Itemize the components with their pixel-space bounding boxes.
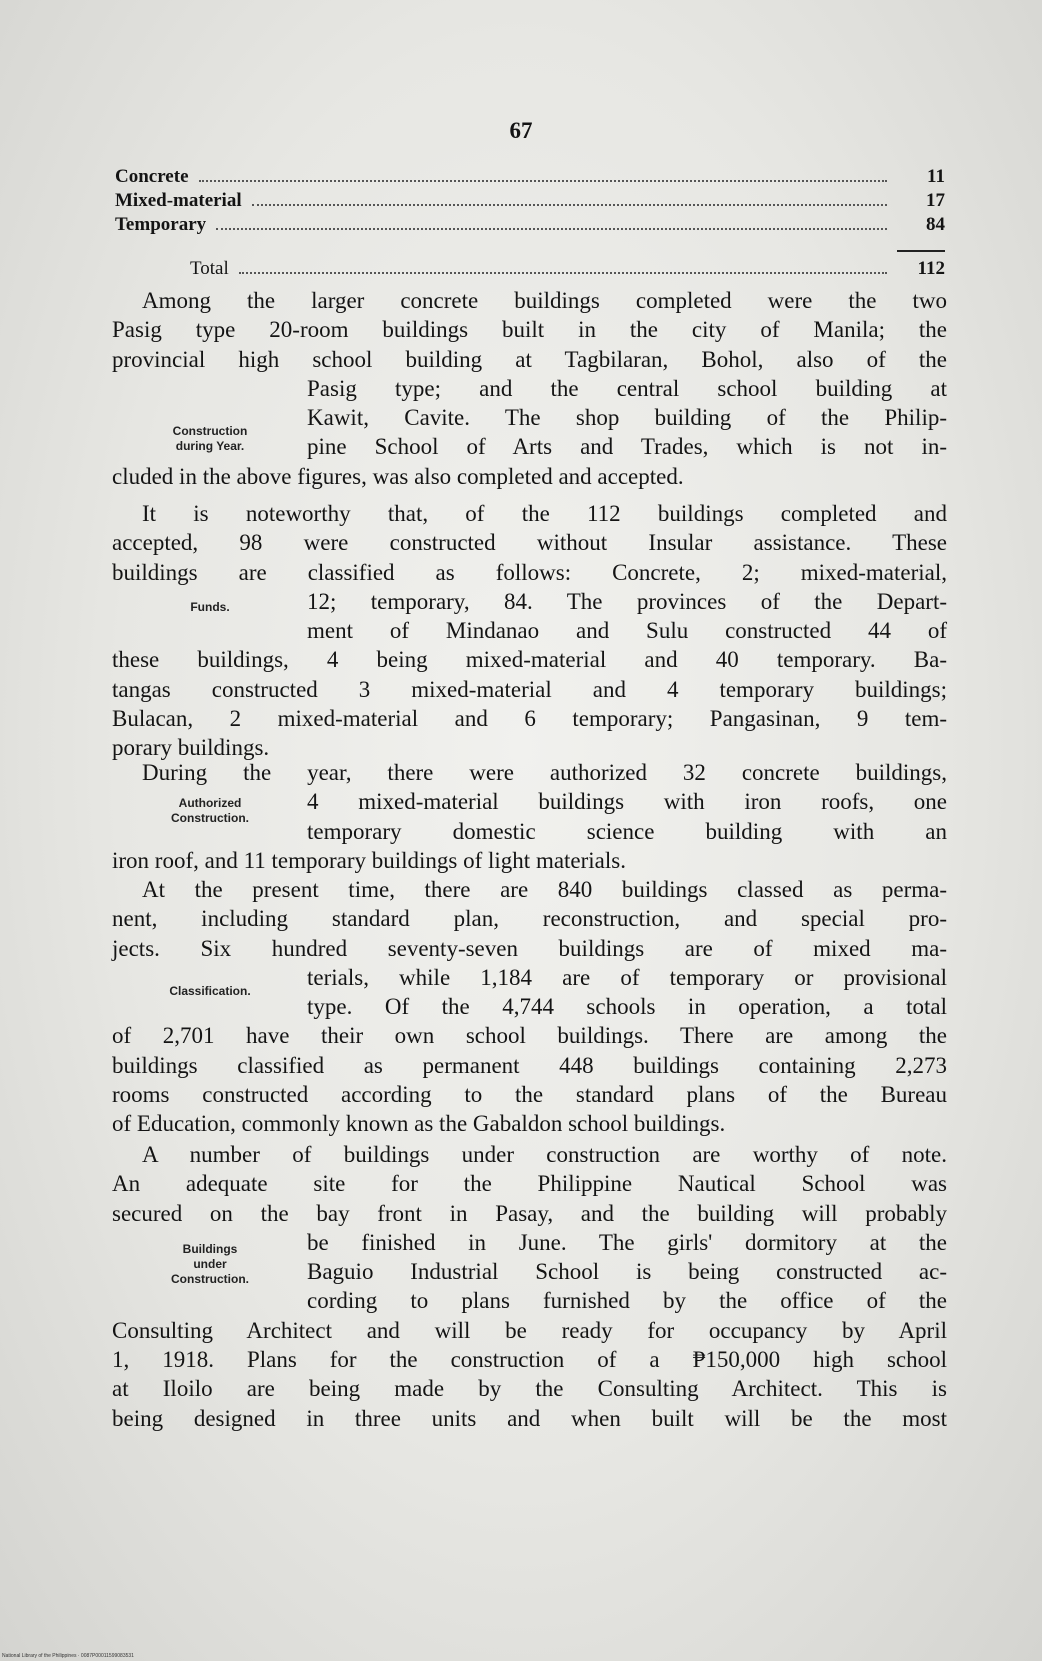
text-line: pine School of Arts and Trades, which is not in-: [307, 434, 947, 460]
text-line: of Education, commonly known as the Gabaldon school buildings.: [112, 1111, 726, 1137]
text-line: During the year, there were authorized 32 concrete buildings,: [142, 760, 947, 785]
summary-label: Concrete: [115, 166, 189, 187]
text-line: these buildings, 4 being mixed-material and 40 temporary. Ba-: [112, 647, 947, 673]
summary-value: 11: [927, 166, 945, 187]
text-line: A number of buildings under construction are worthy of note.: [142, 1142, 947, 1167]
text-line: temporary domestic science building with an: [307, 818, 947, 844]
text-line: buildings classified as permanent 448 buildings containing 2,273: [112, 1052, 947, 1078]
text-line: Among the larger concrete buildings completed were the two: [142, 288, 947, 313]
text-line: nent, including standard plan, reconstruction, and special pro-: [112, 906, 947, 932]
text-line: at Iloilo are being made by the Consulting Architect. This is: [112, 1376, 947, 1402]
leader-dots: [199, 180, 887, 182]
leader-dots: [252, 204, 887, 206]
leader-dots: [216, 228, 887, 230]
text-line: 4 mixed-material buildings with iron roofs, one: [307, 789, 947, 815]
text-line: rooms constructed according to the standard plans of the Bureau: [112, 1082, 947, 1108]
text-line: secured on the bay front in Pasay, and the building will probably: [112, 1200, 947, 1226]
margin-note-line: Construction.: [171, 811, 249, 825]
margin-note-line: Construction.: [171, 1272, 249, 1286]
paragraph-funds: [112, 499, 947, 763]
margin-note-line: Classification.: [169, 984, 251, 998]
paragraph-construction: [112, 286, 947, 491]
summary-total-value: 112: [917, 258, 945, 279]
summary-row-temporary: [115, 214, 945, 238]
text-line: Consulting Architect and will be ready for occupancy by April: [112, 1317, 947, 1343]
margin-note-line: Buildings: [182, 1242, 238, 1256]
text-line: tangas constructed 3 mixed-material and 4 temporary buildings;: [112, 676, 947, 702]
text-line: accepted, 98 were constructed without Insular assistance. These: [112, 530, 947, 556]
summary-row-total: [115, 258, 945, 282]
margin-note-line: Authorized: [178, 796, 242, 810]
margin-note-classification: [140, 984, 280, 999]
text-line: Bulacan, 2 mixed-material and 6 temporary; Pangasinan, 9 tem-: [112, 706, 947, 732]
page-number: 67: [509, 118, 533, 143]
text-line: Pasig type; and the central school building at: [307, 375, 947, 401]
summary-label: Mixed-material: [115, 190, 242, 211]
building-summary-table: [115, 166, 945, 282]
text-line: type. Of the 4,744 schools in operation, a total: [307, 994, 947, 1020]
margin-note-authorized: [140, 796, 280, 826]
margin-note-line: under: [193, 1257, 227, 1271]
margin-note-line: Construction: [172, 424, 248, 438]
text-line: Pasig type 20-room buildings built in the city of Manila; the: [112, 317, 947, 343]
margin-note-buildings-under-construction: [140, 1242, 280, 1287]
text-line: cluded in the above figures, was also completed and accepted.: [112, 463, 684, 489]
text-line: jects. Six hundred seventy-seven buildings are of mixed ma-: [112, 935, 947, 961]
text-line: provincial high school building at Tagbilaran, Bohol, also of the: [112, 346, 947, 372]
summary-row-mixed-material: [115, 190, 945, 214]
text-line: It is noteworthy that, of the 112 buildings completed and: [142, 501, 947, 526]
summary-total-label: Total: [190, 258, 229, 279]
margin-note-line: Funds.: [190, 600, 230, 614]
summary-label: Temporary: [115, 214, 207, 235]
total-rule: [897, 250, 945, 258]
summary-value: 84: [926, 214, 945, 235]
text-line: porary buildings.: [112, 735, 270, 761]
text-line: Kawit, Cavite. The shop building of the Philip-: [307, 405, 947, 431]
text-line: terials, while 1,184 are of temporary or provisional: [307, 964, 947, 990]
text-line: Baguio Industrial School is being constructed ac-: [307, 1259, 947, 1285]
text-line: iron roof, and 11 temporary buildings of light materials.: [112, 847, 626, 873]
summary-row-concrete: [115, 166, 945, 190]
text-line: being designed in three units and when built will be the most: [112, 1405, 947, 1431]
text-line: buildings are classified as follows: Concrete, 2; mixed-material,: [112, 559, 947, 585]
text-line: of 2,701 have their own school buildings. There are among the: [112, 1023, 947, 1049]
summary-value: 17: [926, 190, 945, 211]
margin-note-line: during Year.: [175, 439, 245, 453]
scan-footer-tag: National Library of the Philippines · 0087P00011599083531: [2, 1653, 134, 1659]
margin-note-construction: [140, 424, 280, 454]
text-line: 12; temporary, 84. The provinces of the Depart-: [307, 588, 947, 614]
text-line: 1, 1918. Plans for the construction of a ₱150,000 high school: [112, 1347, 947, 1373]
text-line: An adequate site for the Philippine Nautical School was: [112, 1171, 947, 1197]
text-line: ment of Mindanao and Sulu constructed 44 of: [307, 618, 947, 644]
text-line: At the present time, there are 840 buildings classed as perma-: [142, 877, 947, 902]
paragraph-classification: [112, 875, 947, 1139]
leader-dots: [239, 272, 887, 274]
text-line: cording to plans furnished by the office of the: [307, 1288, 947, 1314]
margin-note-funds: [140, 600, 280, 615]
text-line: be finished in June. The girls' dormitory at the: [307, 1229, 947, 1255]
